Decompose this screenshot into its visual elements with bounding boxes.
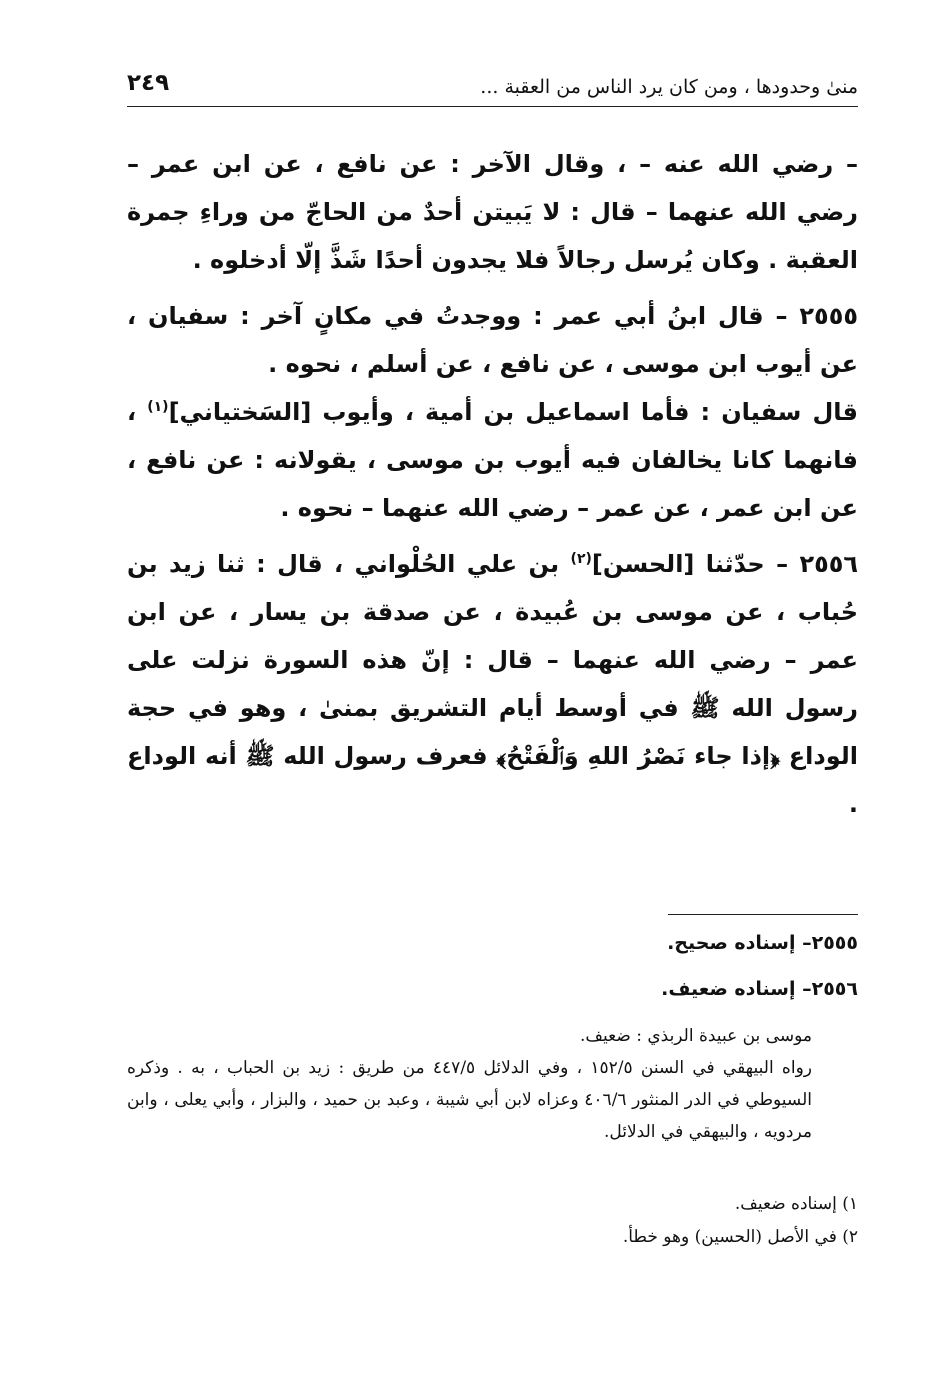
sufyan-comment-part2: ، فانهما كانا يخالفان فيه أيوب بن موسى ، يقولانه : عن نافع ، عن ابن عمر ، عن عمر – رضي الله عنهما – نحوه . [127,398,858,522]
hadith-2556-part1: حدّثنا [الحسن] [591,550,765,578]
main-text [127,140,858,828]
footnote-1: ١) إسناده ضعيف. [734,1194,858,1214]
takhrij-2556: ٢٥٥٦– إسناده ضعيف. [661,978,858,1000]
running-title: منىٰ وحدودها ، ومن كان يرد الناس من العقبة ... [480,76,858,98]
header-rule [127,106,858,107]
hadith-number-2555: ٢٥٥٥ – [775,302,858,330]
hadith-2556 [127,540,858,828]
sufyan-comment-part1: قال سفيان : فأما اسماعيل بن أمية ، وأيوب [السَختياني] [168,398,858,426]
takhrij-narrator-note: موسى بن عبيدة الربذي : ضعيف. [580,1026,812,1046]
running-header [127,70,858,104]
takhrij-sources: رواه البيهقي في السنن ١٥٢/٥ ، وفي الدلائل ٤٤٧/٥ من طريق : زيد بن الحباب ، به . وذكره السيوطي في الدر المنثور ٤٠٦/٦ وعزاه لابن أبي شيبة ، وعبد بن حميد ، والبزار ، وأبي يعلى ، وابن مردويه ، والبيهقي في الدلائل. [127,1058,813,1142]
footnotes [127,1188,858,1254]
takhrij-2555: ٢٥٥٥– إسناده صحيح. [667,932,858,954]
footnote-2: ٢) في الأصل (الحسين) وهو خطأ. [622,1227,858,1247]
hadith-number-2556: ٢٥٥٦ – [776,550,859,578]
footnote-divider [668,914,858,915]
sufyan-comment [127,388,858,532]
footnote-ref-2: (٢) [570,551,592,567]
paragraph-continuation: – رضي الله عنه – ، وقال الآخر : عن نافع ، عن ابن عمر – رضي الله عنهما – قال : لا يَبيتن أحدٌ من الحاجّ من وراءِ جمرة العقبة . وكان يُرسل رجالاً فلا يجدون أحدًا شَذَّ إلّا أدخلوه . [127,150,858,274]
hadith-2555-text: قال ابنُ أبي عمر : ووجدتُ في مكانٍ آخر : سفيان ، عن أيوب ابن موسى ، عن نافع ، عن أسلم ، نحوه . [127,302,858,378]
footnote-ref-1: (١) [147,399,169,415]
hadith-2556-part2: بن علي الحُلْواني ، قال : ثنا زيد بن حُباب ، عن موسى بن عُبيدة ، عن صدقة بن يسار ، عن ابن عمر – رضي الله عنهما – قال : إنّ هذه السورة نزلت على رسول الله ﷺ في أوسط أيام التشريق بمنىٰ ، وهو في حجة الوداع ﴿إذا جاء نَصْرُ اللهِ وَٱلْفَتْحُ﴾ فعرف رسول الله ﷺ أنه الوداع . [127,550,858,818]
hadith-2555 [127,292,858,388]
takhrij-notes [127,928,858,1148]
page-number: ٢٤٩ [127,70,170,96]
